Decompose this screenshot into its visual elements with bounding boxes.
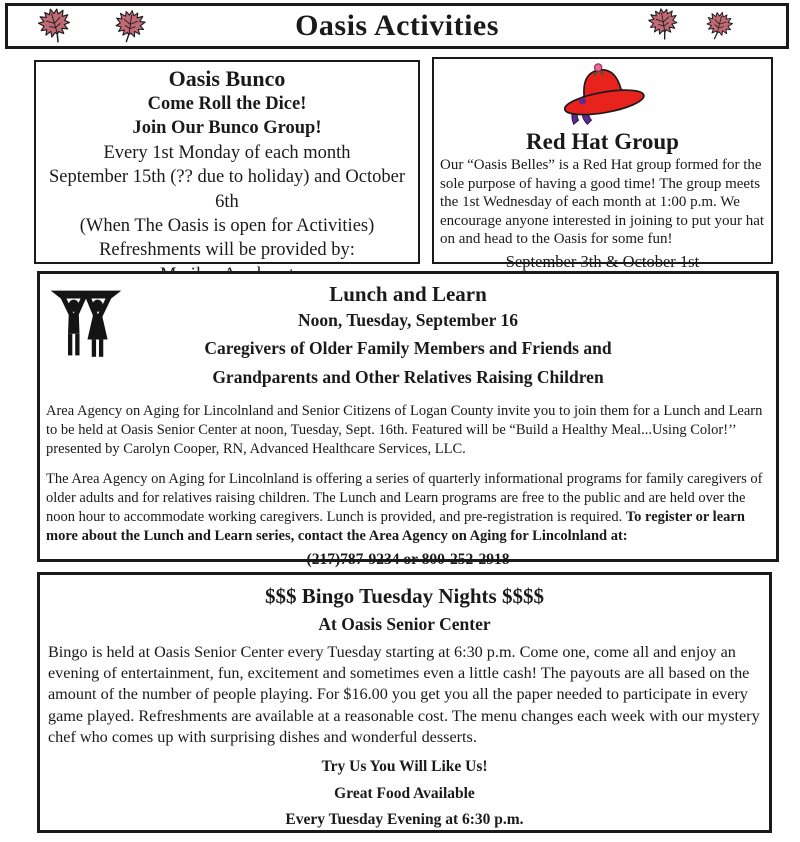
lunch-and-learn-section [37, 271, 779, 568]
bingo-section [37, 572, 772, 833]
register-call-to-action: To register or learn more about the Lunch and Learn series, contact the Area Agency on Aging for Lincolnland at: [46, 509, 745, 544]
bunco-section [34, 60, 420, 264]
paragraph-text: The Area Agency on Aging for Lincolnland is offering a series of quarterly informational programs for family caregivers of older adults and for relatives raising children. The Lunch and Learn programs are free to the public and are held over the noon hour to accommodate working caregivers. Lunch is provided, and pre-registration is required. [46, 471, 763, 525]
red-hat-section [432, 57, 773, 271]
lunch-learn-audience-line1: Caregivers of Older Family Members and Friends and [204, 338, 612, 358]
paragraph-text: Area Agency on Aging for Lincolnland and Senior Citizens of Logan County invite you to join them for a Lunch and Learn to be held at Oasis Senior Center at noon, Tuesday, Sept. 16th. Featured will be “Build a Healthy Meal...Using Color!’’ presented by Carolyn Cooper, RN, Advanced Healthcare Services, LLC. [46, 403, 763, 457]
lunch-learn-paragraph-1 [46, 402, 770, 459]
red-hat-description: Our “Oasis Belles” is a Red Hat group formed for the sole purpose of having a good time! The group meets the 1st Wednesday of each month at 1:00 p.m. We encourage anyone interested in joining to put your hat on and head to the Oasis for some fun! [440, 157, 765, 248]
bunco-refreshments-line: Refreshments will be provided by: [99, 240, 355, 261]
page-title: Oasis Activities [295, 9, 499, 42]
bingo-title: $$$ Bingo Tuesday Nights $$$$ [265, 584, 544, 608]
autumn-leaf-icon [112, 6, 149, 47]
red-hat-icon [544, 61, 662, 129]
bingo-tagline: Every Tuesday Evening at 6:30 p.m. [285, 811, 524, 829]
bingo-taglines [48, 754, 761, 834]
bunco-schedule-line: Every 1st Monday of each month [103, 142, 351, 163]
bunco-subtitle: Come Roll the Dice! [147, 94, 307, 114]
autumn-leaf-icon [645, 5, 681, 44]
red-hat-title: Red Hat Group [526, 129, 679, 154]
red-hat-icon-wrap [440, 59, 765, 129]
bingo-description: Bingo is held at Oasis Senior Center every Tuesday starting at 6:30 p.m. Come one, come all and enjoy an evening of entertainment, fun, excitement and sometimes even a little cash! The payouts are all based on the amount of the number of people playing. For $16.00 you get you all the paper needed to participate in every game played. Refreshments are available at a reasonable cost. The menu changes each week with our mystery chef who comes up with surprising dishes and wonderful desserts. [48, 643, 760, 746]
lunch-learn-datetime: Noon, Tuesday, September 16 [298, 310, 518, 330]
bunco-title: Oasis Bunco [168, 66, 286, 91]
lunch-learn-title: Lunch and Learn [329, 282, 487, 306]
bunco-schedule-line: September 15th (?? due to holiday) and October 6th [48, 167, 405, 212]
lunch-learn-audience-line2: Grandparents and Other Relatives Raising Children [212, 366, 604, 387]
caregivers-icon [50, 282, 122, 364]
autumn-leaf-icon [702, 7, 737, 45]
lunch-learn-paragraph-2 [46, 470, 770, 546]
red-hat-dates: September 3th & October 1st [505, 251, 700, 271]
bingo-tagline: Try Us You Will Like Us! [321, 758, 488, 776]
bunco-subtitle: Join Our Bunco Group! [132, 118, 322, 139]
hat-bow-knot [579, 98, 586, 105]
autumn-leaf-icon [34, 3, 77, 48]
lunch-learn-phone-numbers: (217)787-9234 or 800-252-2918 [306, 551, 510, 568]
bingo-tagline: Great Food Available [334, 784, 475, 802]
bingo-location: At Oasis Senior Center [318, 614, 491, 634]
bunco-schedule-line: (When The Oasis is open for Activities) [79, 216, 375, 237]
page-header [5, 3, 789, 49]
